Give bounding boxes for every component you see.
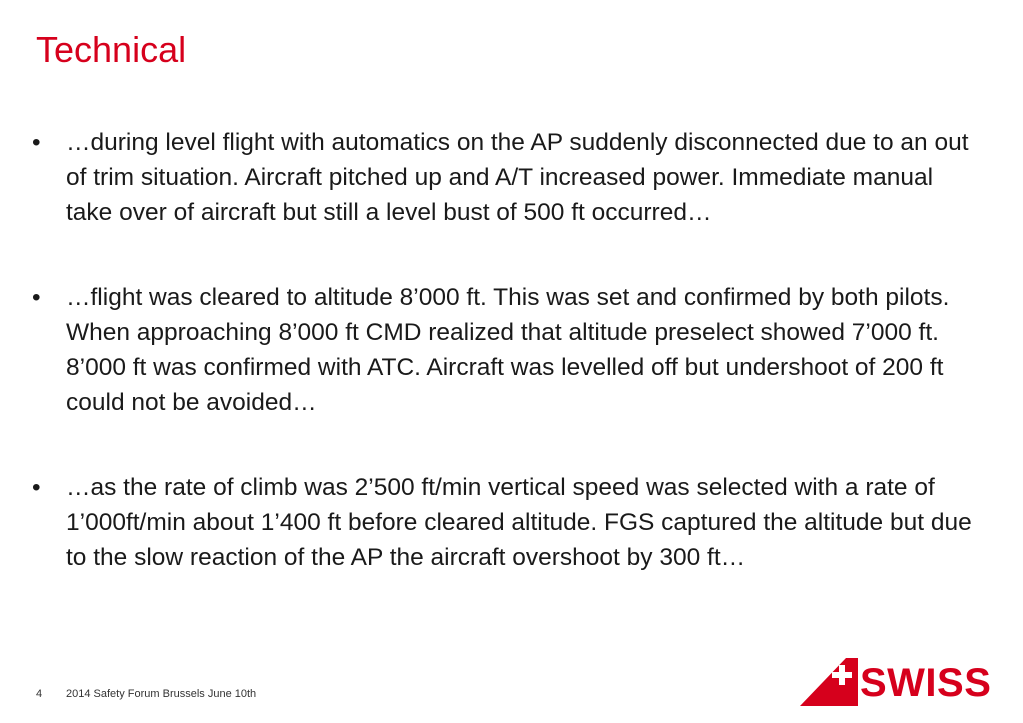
swiss-logo [800,658,1000,708]
bullet-text: …during level flight with automatics on the AP suddenly disconnected due to an out of trim situation. Aircraft pitched up and A/T increased power. Immediate manual take over of aircraft but still a level bust of 500 ft occurred… [66,129,969,226]
bullet-dot: • [32,284,41,311]
slide-title: Technical [36,29,187,70]
bullet-dot: • [32,129,41,156]
page-number: 4 [36,688,43,700]
bullet-item [30,470,980,575]
bullet-item [30,280,980,420]
bullet-item [30,125,980,230]
footer-text: 2014 Safety Forum Brussels June 10th [66,688,257,700]
bullet-list [30,125,980,625]
bullet-text: …as the rate of climb was 2’500 ft/min vertical speed was selected with a rate of 1’000ft/min about 1’400 ft before cleared altitude. FGS captured the altitude but due to the slow reaction of the AP the aircraft overshoot by 300 ft… [66,474,972,571]
logo-text: SWISS [860,661,992,705]
swiss-flag-icon [800,658,858,708]
bullet-dot: • [32,474,41,501]
bullet-text: …flight was cleared to altitude 8’000 ft. This was set and confirmed by both pilots. When approaching 8’000 ft CMD realized that altitude preselect showed 7’000 ft. 8’000 ft was confirmed with ATC. Aircraft was levelled off but undershoot of 200 ft could not be avoided… [66,284,950,416]
